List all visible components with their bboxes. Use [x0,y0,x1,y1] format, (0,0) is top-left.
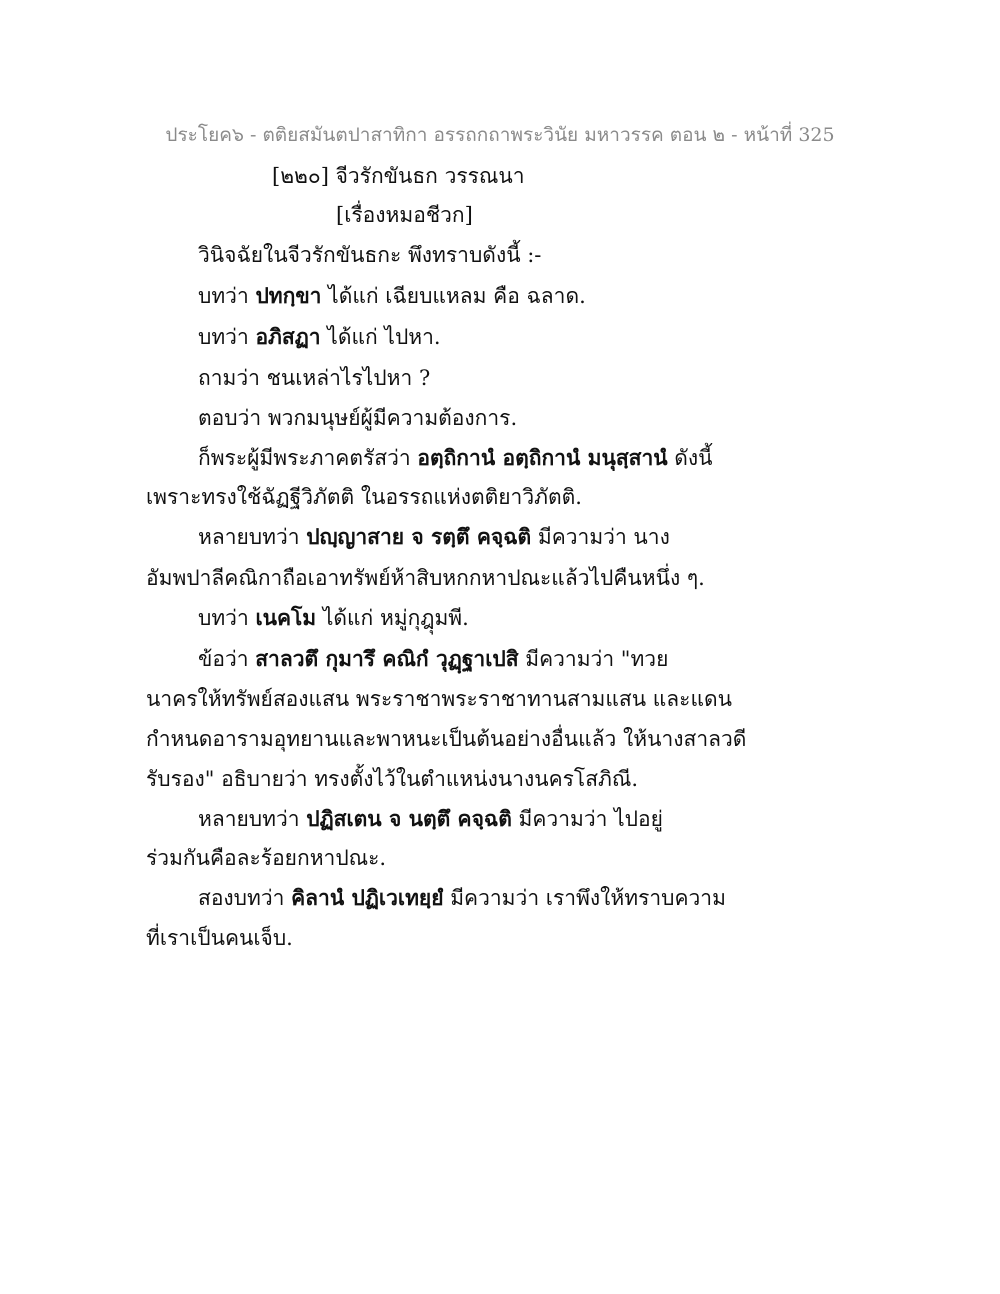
text-run: มีความว่า ไปอยู่ [511,807,663,831]
text-run: ดังนี้ [667,446,713,470]
text-run: ได้แก่ หมู่กุฎุมพี. [316,606,469,630]
text-run: ได้แก่ ไปหา. [320,325,441,349]
paragraph-line: นาครให้ทรัพย์สองแสน พระราชาพระราชาทานสามแสน และแดน [146,687,732,711]
text-run: ได้แก่ เฉียบแหลม คือ ฉลาด. [321,284,586,308]
paragraph-line: อัมพปาลีคณิกาถือเอาทรัพย์ห้าสิบหกกหาปณะแล้วไปคืนหนึ่ง ๆ. [146,566,705,590]
story-title: [เรื่องหมอชีวก] [336,203,473,227]
paragraph-line [198,443,713,473]
pali-term: เนคโม [255,605,317,630]
pali-term: ปทกฺขา [255,283,322,308]
paragraph-line: กำหนดอารามอุทยานและพาหนะเป็นต้นอย่างอื่นแล้ว ให้นางสาลวดี [146,727,747,751]
pali-term: ปฏิสเตน จ นตฺตึ คจฺฉติ [306,806,512,831]
text-run: หลายบทว่า [198,525,307,549]
pali-term: คิลานํ ปฏิเวเทยฺยํ [291,885,444,910]
paragraph-line [198,883,726,913]
paragraph-line: ที่เราเป็นคนเจ็บ. [146,926,293,950]
paragraph-line [198,644,668,674]
paragraph-line [198,603,469,633]
paragraph-line [198,804,663,834]
paragraph-line [198,322,441,352]
pali-term: ปญฺญาสาย จ รตฺตึ คจฺฉติ [306,524,532,549]
pali-term: อตฺถิกานํ อตฺถิกานํ มนุสฺสานํ [417,445,668,470]
paragraph-line: ตอบว่า พวกมนุษย์ผู้มีความต้องการ. [198,406,518,430]
paragraph-line: ร่วมกันคือละร้อยกหาปณะ. [146,846,387,870]
paragraph-line [198,522,670,552]
text-run: บทว่า [198,606,256,630]
text-run: มีความว่า เราพึงให้ทราบความ [443,886,726,910]
paragraph-line [198,281,586,311]
text-run: บทว่า [198,284,256,308]
text-run: สองบทว่า [198,886,292,910]
text-run: หลายบทว่า [198,807,307,831]
text-run: ก็พระผู้มีพระภาคตรัสว่า [198,446,418,470]
text-run: มีความว่า นาง [531,525,670,549]
pali-term: อภิสฏา [255,324,321,349]
text-run: มีความว่า "ทวย [518,647,669,671]
paragraph-line: ถามว่า ชนเหล่าไรไปหา ? [198,366,431,390]
pali-term: สาลวตึ กุมารึ คณิกํ วุฏฺฐาเปสิ [255,646,519,671]
paragraph-line: วินิจฉัยในจีวรักขันธกะ พึงทราบดังนี้ :- [198,243,542,267]
paragraph-line: เพราะทรงใช้ฉัฏฐีวิภัตติ ในอรรถแห่งตติยาวิภัตติ. [146,485,582,509]
text-run: บทว่า [198,325,256,349]
section-title: [๒๒๐] จีวรักขันธก วรรณนา [272,164,525,188]
page-header: ประโยค๖ - ตติยสมันตปาสาทิกา อรรถกถาพระวินัย มหาวรรค ตอน ๒ - หน้าที่ 325 [165,124,835,146]
text-run: ข้อว่า [198,647,256,671]
paragraph-line: รับรอง" อธิบายว่า ทรงตั้งไว้ในตำแหน่งนางนครโสภิณี. [146,767,639,791]
